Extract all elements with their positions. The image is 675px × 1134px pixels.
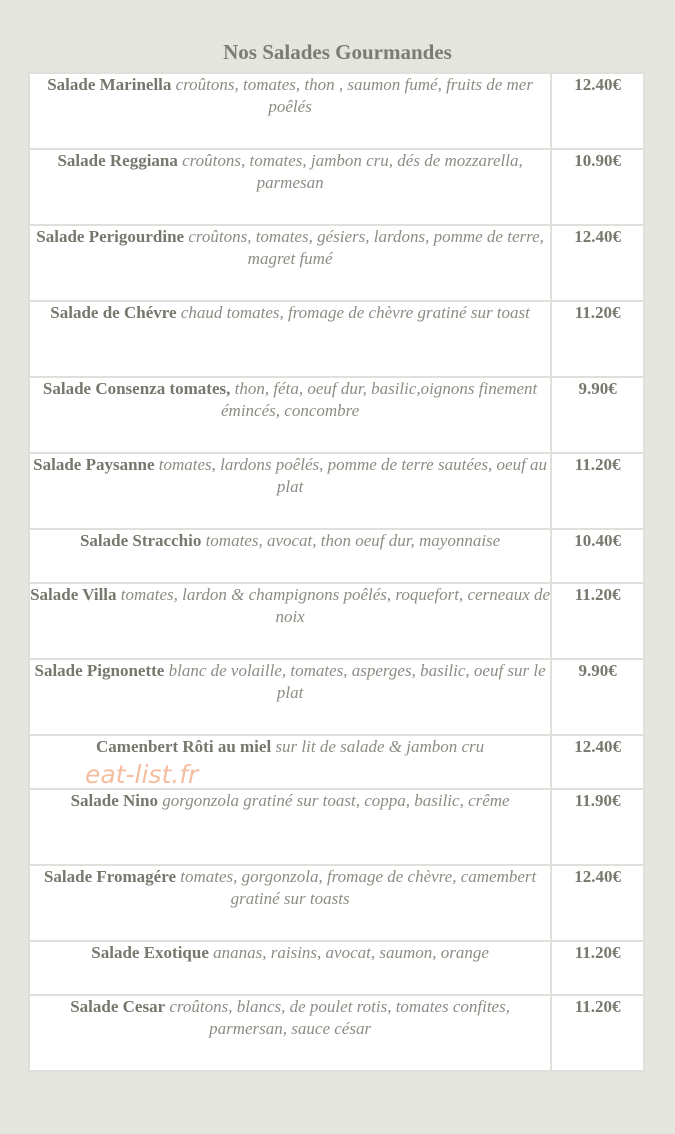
- item-ingredients: sur lit de salade & jambon cru: [275, 737, 485, 756]
- item-description-cell: [29, 225, 551, 301]
- item-price: 11.20€: [551, 301, 644, 377]
- item-ingredients: gorgonzola gratiné sur toast, coppa, basilic, crême: [162, 791, 510, 810]
- item-price: 11.20€: [551, 995, 644, 1071]
- item-ingredients: croûtons, tomates, jambon cru, dés de mozzarella, parmesan: [182, 151, 523, 192]
- item-ingredients: croûtons, tomates, thon , saumon fumé, fruits de mer poêlés: [175, 75, 533, 116]
- item-name: Salade Reggiana: [57, 151, 178, 170]
- item-description-cell: [29, 529, 551, 583]
- item-name: Salade Pignonette: [34, 661, 165, 680]
- item-name: Camenbert Rôti au miel: [96, 737, 272, 756]
- menu-row: [29, 865, 644, 941]
- item-name: Salade Paysanne: [33, 455, 155, 474]
- item-description-cell: [29, 301, 551, 377]
- item-description-cell: [29, 735, 551, 789]
- item-name: Salade Exotique: [91, 943, 209, 962]
- item-price: 12.40€: [551, 73, 644, 149]
- item-price: 9.90€: [551, 377, 644, 453]
- item-price: 11.90€: [551, 789, 644, 865]
- item-price: 11.20€: [551, 941, 644, 995]
- menu-row: [29, 149, 644, 225]
- item-name: Salade Perigourdine: [36, 227, 185, 246]
- item-price: 11.20€: [551, 453, 644, 529]
- menu-row: [29, 941, 644, 995]
- item-name: Salade Marinella: [47, 75, 172, 94]
- item-ingredients: tomates, avocat, thon oeuf dur, mayonnaise: [205, 531, 501, 550]
- item-description-cell: [29, 583, 551, 659]
- item-price: 10.40€: [551, 529, 644, 583]
- item-name: Salade Fromagére: [43, 867, 176, 886]
- menu-row: [29, 73, 644, 149]
- item-ingredients: croûtons, blancs, de poulet rotis, tomates confites, parmersan, sauce césar: [169, 997, 510, 1038]
- menu-row: [29, 659, 644, 735]
- item-price: 12.40€: [551, 865, 644, 941]
- item-name: Salade Cesar: [70, 997, 166, 1016]
- item-ingredients: tomates, gorgonzola, fromage de chèvre, camembert gratiné sur toasts: [180, 867, 537, 908]
- item-description-cell: [29, 377, 551, 453]
- item-ingredients: ananas, raisins, avocat, saumon, orange: [213, 943, 489, 962]
- menu-row: [29, 225, 644, 301]
- item-ingredients: chaud tomates, fromage de chèvre gratiné sur toast: [180, 303, 530, 322]
- item-price: 11.20€: [551, 583, 644, 659]
- menu-row: [29, 995, 644, 1071]
- watermark-logo: eat-list.fr: [85, 760, 199, 789]
- item-price: 12.40€: [551, 735, 644, 789]
- item-price: 9.90€: [551, 659, 644, 735]
- menu-row: [29, 377, 644, 453]
- item-name: Salade Consenza tomates,: [42, 379, 231, 398]
- menu-row: [29, 301, 644, 377]
- menu-table: [28, 72, 645, 1072]
- item-ingredients: croûtons, tomates, gésiers, lardons, pomme de terre, magret fumé: [188, 227, 544, 268]
- item-description-cell: [29, 149, 551, 225]
- item-name: Salade de Chévre: [50, 303, 177, 322]
- menu-row: [29, 789, 644, 865]
- menu-row: [29, 735, 644, 789]
- item-description-cell: [29, 659, 551, 735]
- menu-body: [29, 73, 644, 1071]
- page-title: Nos Salades Gourmandes: [223, 40, 452, 64]
- item-ingredients: thon, féta, oeuf dur, basilic,oignons finement émincés, concombre: [221, 379, 538, 420]
- item-description-cell: [29, 941, 551, 995]
- item-name: Salade Stracchio: [79, 531, 202, 550]
- menu-row: [29, 453, 644, 529]
- item-description-cell: [29, 453, 551, 529]
- item-ingredients: tomates, lardons poêlés, pomme de terre sautées, oeuf au plat: [158, 455, 548, 496]
- menu-row: [29, 529, 644, 583]
- item-description-cell: [29, 865, 551, 941]
- item-name: Salade Nino: [70, 791, 158, 810]
- item-name: Salade Villa: [30, 585, 117, 604]
- item-description-cell: [29, 789, 551, 865]
- menu-row: [29, 583, 644, 659]
- item-price: 12.40€: [551, 225, 644, 301]
- item-price: 10.90€: [551, 149, 644, 225]
- item-description-cell: [29, 73, 551, 149]
- item-ingredients: blanc de volaille, tomates, asperges, basilic, oeuf sur le plat: [168, 661, 546, 702]
- item-description-cell: [29, 995, 551, 1071]
- item-ingredients: tomates, lardon & champignons poêlés, roquefort, cerneaux de noix: [120, 585, 551, 626]
